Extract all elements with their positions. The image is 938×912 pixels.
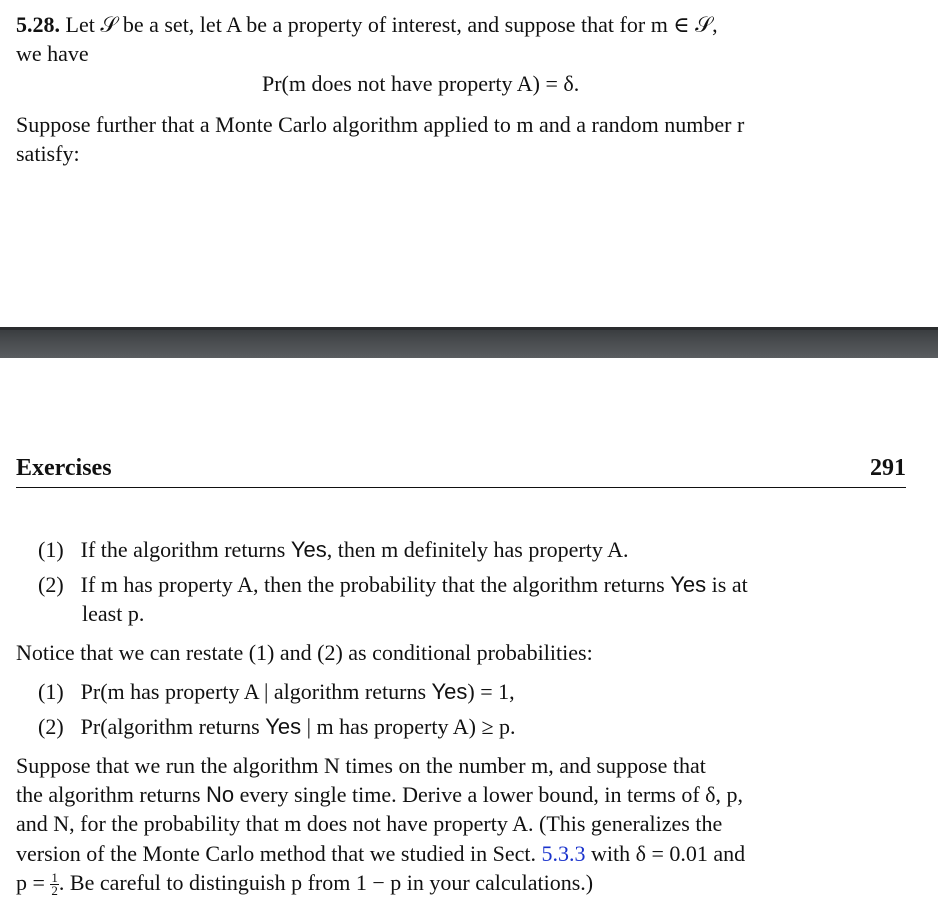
condition-2 [38,570,748,599]
conditional-2-text-a: Pr(algorithm returns [80,714,266,739]
condition-2-label: (2) [38,572,64,597]
problem-text-1: Let 𝒮 be a set, let A be a property of interest, and suppose that for m ∈ 𝒮, [60,12,718,37]
condition-2-cont: least p. [82,601,145,626]
notice-text: Notice that we can restate (1) and (2) as conditional probabilities: [16,640,593,665]
conditional-1-text-a: Pr(m has property A | algorithm returns [80,679,432,704]
condition-2-text-a: If m has property A, then the probability that the algorithm returns [80,572,671,597]
condition-1-label: (1) [38,537,64,562]
final-line-5-a: p = [16,870,51,895]
section-link[interactable]: 5.3.3 [541,841,586,866]
problem-number: 5.28. [16,12,60,37]
final-line-5-b: . Be careful to distinguish p from 1 − p in your calculations.) [58,870,594,895]
final-line-4 [16,839,745,868]
condition-1-text-a: If the algorithm returns [80,537,291,562]
conditional-2-keyword: Yes [265,714,302,739]
conditional-2 [38,712,516,741]
final-line-2-keyword: No [206,782,235,807]
problem-equation: Pr(m does not have property A) = δ. [262,71,580,96]
final-line-2-a: the algorithm returns [16,782,207,807]
problem-line-3: Suppose further that a Monte Carlo algorithm applied to m and a random number r [16,112,745,137]
final-line-5 [16,868,593,897]
conditional-1-text-b: ) = 1, [467,679,515,704]
page-header [16,455,906,488]
final-line-3: and N, for the probability that m does not have property A. (This generalizes the [16,811,723,836]
final-line-2 [16,780,743,809]
final-line-4-a: version of the Monte Carlo method that we studied in Sect. [16,841,542,866]
problem-line-4: satisfy: [16,141,80,166]
page-separator [0,330,938,358]
condition-2-keyword: Yes [670,572,707,597]
fraction-one-half [50,872,59,897]
conditional-1-keyword: Yes [431,679,468,704]
condition-2-text-b: is at [706,572,748,597]
final-line-4-b: with δ = 0.01 and [585,841,746,866]
fraction-numerator: 1 [51,870,58,886]
condition-1 [38,535,629,564]
fraction-denominator: 2 [51,883,58,899]
problem-line-2: we have [16,41,89,66]
condition-1-text-b: , then m definitely has property A. [326,537,629,562]
final-line-2-b: every single time. Derive a lower bound, in terms of δ, p, [234,782,744,807]
condition-1-keyword: Yes [290,537,327,562]
final-line-1: Suppose that we run the algorithm N times on the number m, and suppose that [16,753,706,778]
page-number: 291 [870,455,906,481]
conditional-1 [38,677,515,706]
problem-line-1 [16,10,718,39]
conditional-1-label: (1) [38,679,64,704]
conditional-2-label: (2) [38,714,64,739]
page-header-title: Exercises [16,455,112,481]
conditional-2-text-b: | m has property A) ≥ p. [301,714,516,739]
